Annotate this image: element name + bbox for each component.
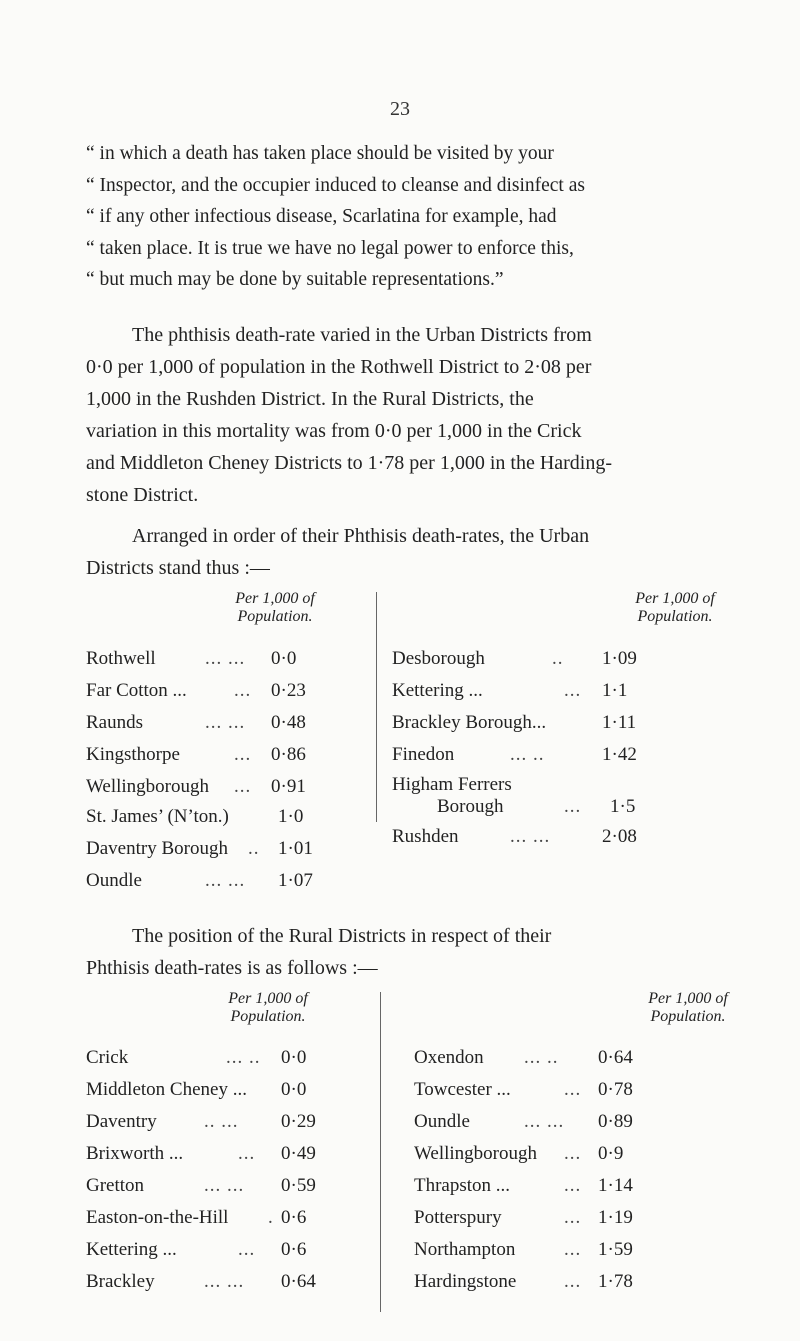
urban-left-header [180, 590, 370, 626]
district-name: Crick [86, 1047, 129, 1068]
quote-line: “ but much may be done by suitable representations.” [86, 269, 504, 290]
district-name: Oundle [86, 870, 142, 891]
rate-value: 0·64 [281, 1271, 316, 1292]
leader-dots: ... ... [524, 1111, 565, 1132]
paragraph-line: 1,000 in the Rushden District. In the Rural Districts, the [86, 388, 534, 410]
urban-intro-paragraph [86, 520, 716, 584]
district-name: Towcester ... [414, 1079, 511, 1100]
rate-value: 0·86 [271, 744, 306, 765]
rate-value: 0·6 [281, 1207, 307, 1228]
district-name: Desborough [392, 648, 485, 669]
quote-line: “ in which a death has taken place should be visited by your [86, 143, 554, 164]
rate-value: 0·23 [271, 680, 306, 701]
leader-dots: ... [564, 1207, 582, 1228]
rural-left-header [178, 990, 358, 1026]
header-line: Per 1,000 of [635, 590, 715, 607]
rate-value: 1·1 [602, 680, 628, 701]
rate-value: 0·0 [281, 1079, 307, 1100]
district-name: Brixworth ... [86, 1143, 184, 1164]
header-line: Population. [237, 608, 313, 625]
leader-dots: ... .. [524, 1047, 559, 1068]
leader-dots: .. [552, 648, 564, 669]
rate-value: 0·78 [598, 1079, 633, 1100]
rate-value: 1·42 [602, 744, 637, 765]
quote-line: “ Inspector, and the occupier induced to cleanse and disinfect as [86, 174, 585, 196]
district-name: Daventry [86, 1111, 157, 1132]
paragraph-line: Arranged in order of their Phthisis death-rates, the Urban [132, 525, 590, 547]
page-number: 23 [390, 98, 410, 120]
rate-value: 0·49 [281, 1143, 316, 1164]
header-line: Population. [637, 608, 713, 625]
leader-dots: . [268, 1207, 274, 1228]
rate-value: 0·64 [598, 1047, 633, 1068]
leader-dots: ... [564, 796, 582, 817]
leader-dots: ... [234, 776, 252, 797]
paragraph-line: 0·0 per 1,000 of population in the Rothwell District to 2·08 per [86, 356, 592, 378]
leader-dots: ... ... [205, 870, 246, 891]
district-name: Thrapston ... [414, 1175, 511, 1196]
rate-value: 0·29 [281, 1111, 316, 1132]
header-line: Population. [650, 1008, 726, 1025]
column-divider [380, 992, 381, 1312]
paragraph-line: stone District. [86, 484, 199, 506]
leader-dots: ... [564, 1175, 582, 1196]
header-line: Per 1,000 of [228, 990, 308, 1007]
rate-value: 1·0 [278, 806, 304, 827]
rate-value: 1·14 [598, 1175, 633, 1196]
district-name: Brackley [86, 1271, 155, 1292]
leader-dots: ... [238, 1239, 256, 1260]
district-name: Kettering ... [392, 680, 483, 701]
rate-value: 0·89 [598, 1111, 633, 1132]
leader-dots: ... [564, 1239, 582, 1260]
rate-value: 0·0 [281, 1047, 307, 1068]
header-line: Per 1,000 of [648, 990, 728, 1007]
district-name: Borough [437, 796, 504, 817]
rate-value: 1·07 [278, 870, 313, 891]
quote-line: “ if any other infectious disease, Scarlatina for example, had [86, 206, 557, 227]
paragraph-line: and Middleton Cheney Districts to 1·78 per 1,000 in the Harding- [86, 452, 613, 474]
district-name: Potterspury [414, 1207, 502, 1228]
leader-dots: .. [248, 838, 260, 859]
rural-intro-paragraph [86, 920, 716, 984]
leader-dots: ... [238, 1143, 256, 1164]
district-name: Wellingborough [86, 776, 210, 797]
district-name: Higham Ferrers [392, 774, 512, 795]
leader-dots: .. ... [204, 1111, 239, 1132]
district-name: Oundle [414, 1111, 470, 1132]
leader-dots: ... ... [204, 1175, 245, 1196]
leader-dots: ... ... [205, 648, 246, 669]
district-name: Raunds [86, 712, 143, 733]
rate-value: 1·59 [598, 1239, 633, 1260]
paragraph-line: variation in this mortality was from 0·0 per 1,000 in the Crick [86, 420, 582, 442]
district-name: Kettering ... [86, 1239, 177, 1260]
header-line: Population. [230, 1008, 306, 1025]
header-line: Per 1,000 of [235, 590, 315, 607]
rate-value: 0·0 [271, 648, 297, 669]
rate-value: 1·19 [598, 1207, 633, 1228]
quote-line: “ taken place. It is true we have no legal power to enforce this, [86, 237, 574, 259]
leader-dots: ... [564, 1143, 582, 1164]
rate-value: 1·5 [610, 796, 636, 817]
phthisis-paragraph [86, 319, 716, 511]
district-name: Rothwell [86, 648, 156, 669]
district-name: Gretton [86, 1175, 145, 1196]
district-name: Daventry Borough [86, 838, 228, 859]
leader-dots: ... .. [510, 744, 545, 765]
district-name: Middleton Cheney ... [86, 1079, 247, 1100]
district-name: Oxendon [414, 1047, 484, 1068]
rate-value: 0·48 [271, 712, 306, 733]
district-name: Brackley Borough... [392, 712, 547, 733]
leader-dots: ... [564, 1271, 582, 1292]
rate-value: 0·59 [281, 1175, 316, 1196]
leader-dots: ... ... [205, 712, 246, 733]
rate-value: 2·08 [602, 826, 637, 847]
rate-value: 1·01 [278, 838, 313, 859]
district-name: Northampton [414, 1239, 516, 1260]
district-name: St. James’ (N’ton.) [86, 806, 229, 827]
district-name: Hardingstone [414, 1271, 517, 1292]
leader-dots: ... ... [204, 1271, 245, 1292]
district-name: Kingsthorpe [86, 744, 180, 765]
leader-dots: ... .. [226, 1047, 261, 1068]
rate-value: 1·09 [602, 648, 637, 669]
rate-value: 0·9 [598, 1143, 624, 1164]
quoted-passage [86, 138, 726, 296]
rate-value: 0·6 [281, 1239, 307, 1260]
leader-dots: ... [234, 680, 252, 701]
rural-right-header [598, 990, 778, 1026]
district-name: Finedon [392, 744, 455, 765]
urban-right-header [580, 590, 770, 626]
leader-dots: ... [234, 744, 252, 765]
district-name: Far Cotton ... [86, 680, 187, 701]
leader-dots: ... [564, 1079, 582, 1100]
district-name: Easton-on-the-Hill [86, 1207, 229, 1228]
district-name: Wellingborough [414, 1143, 538, 1164]
paragraph-line: Phthisis death-rates is as follows :— [86, 957, 378, 979]
paragraph-line: Districts stand thus :— [86, 557, 270, 579]
leader-dots: ... ... [510, 826, 551, 847]
leader-dots: ... [564, 680, 582, 701]
paragraph-line: The phthisis death-rate varied in the Urban Districts from [132, 324, 592, 346]
paragraph-line: The position of the Rural Districts in respect of their [132, 925, 552, 947]
rate-value: 1·11 [602, 712, 637, 733]
column-divider [376, 592, 377, 822]
rate-value: 0·91 [271, 776, 306, 797]
district-name: Rushden [392, 826, 459, 847]
rate-value: 1·78 [598, 1271, 633, 1292]
